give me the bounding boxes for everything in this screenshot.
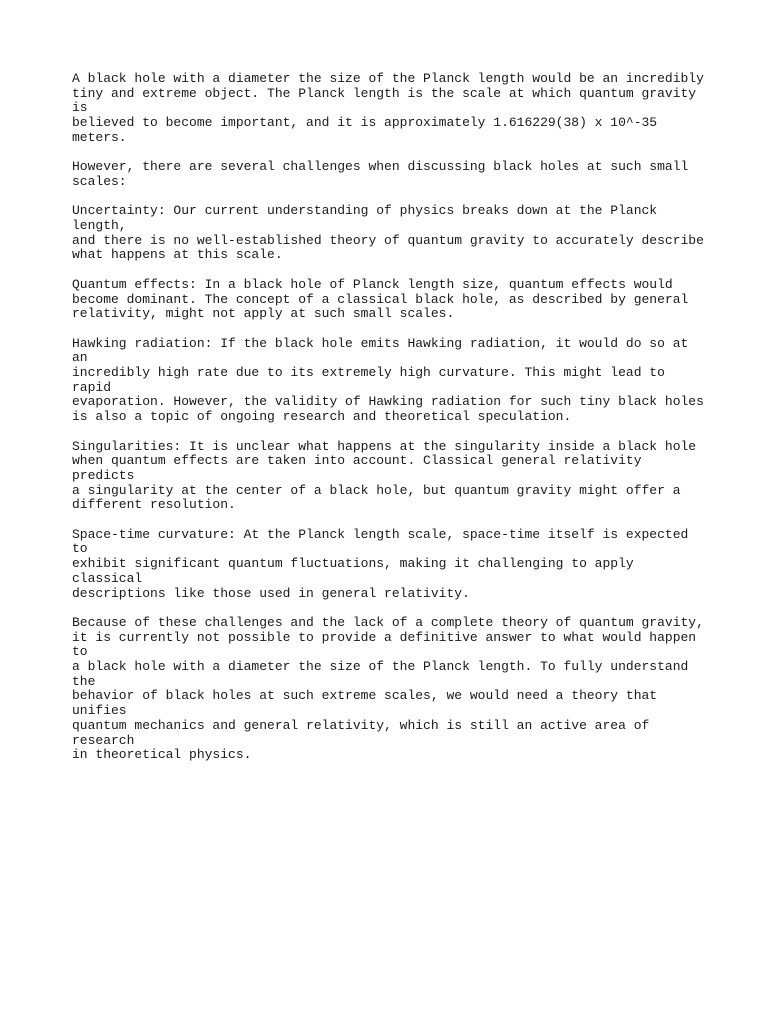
challenges-intro-paragraph: However, there are several challenges when discussing black holes at such small scales: bbox=[72, 159, 689, 189]
uncertainty-paragraph: Uncertainty: Our current understanding of physics breaks down at the Planck length, and there is no well-established theory of quantum gravity to accurately describe what happens at this scale. bbox=[72, 203, 704, 263]
intro-paragraph: A black hole with a diameter the size of the Planck length would be an incredibly tiny and extreme object. The Planck length is the scale at which quantum gravity is believed to become important, and it is approximately 1.616229(38) x 10^-35 meters. bbox=[72, 71, 704, 145]
singularities-paragraph: Singularities: It is unclear what happens at the singularity inside a black hole when quantum effects are taken into account. Classical general relativity predicts a singularity at the center of a black hole, but quantum gravity might offer a different resolution. bbox=[72, 438, 697, 513]
conclusion-paragraph: Because of these challenges and the lack of a complete theory of quantum gravity, it is currently not possible to provide a definitive answer to what would happen to a black hole with a diameter the size of the Planck length. To fully understand the behavior of black holes at such extreme scales, we would need a theory that unifies quantum mechanics and general relativity, which is still an active area of research in theoretical physics. bbox=[72, 614, 704, 763]
space-time-curvature-paragraph: Space-time curvature: At the Planck length scale, space-time itself is expected to exhibit significant quantum fluctuations, making it challenging to apply classical descriptions like those used in general relativity. bbox=[72, 526, 689, 601]
hawking-radiation-paragraph: Hawking radiation: If the black hole emits Hawking radiation, it would do so at an incredibly high rate due to its extremely high curvature. This might lead to rapid evaporation. However, the validity of Hawking radiation for such tiny black holes is also a topic of ongoing research and theoretical speculation. bbox=[72, 335, 704, 425]
quantum-effects-paragraph: Quantum effects: In a black hole of Planck length size, quantum effects would become dominant. The concept of a classical black hole, as described by general relativity, might not apply at such small scales. bbox=[72, 276, 689, 322]
document-body bbox=[72, 72, 704, 778]
